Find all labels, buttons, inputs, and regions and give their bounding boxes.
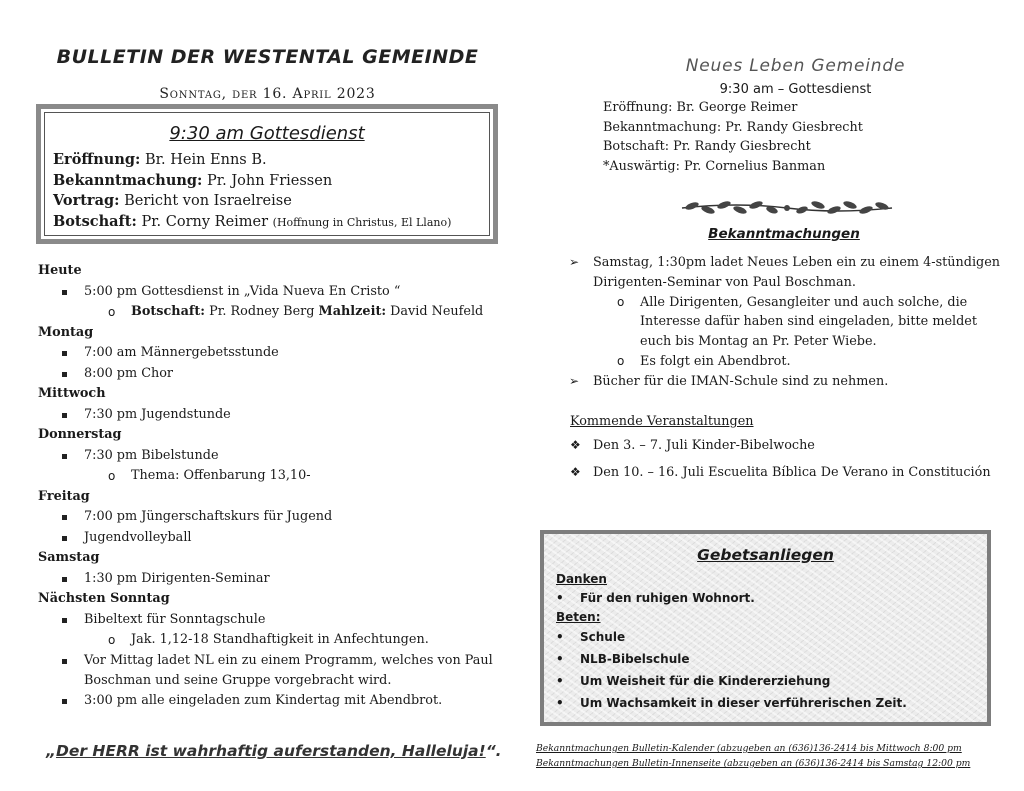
pray-heading: Beten:	[556, 610, 601, 624]
prayer-item: • Für den ruhigen Wohnort.	[556, 588, 987, 608]
role-line: Bekanntmachung: Pr. Randy Giesbrecht	[603, 119, 863, 135]
prayer-item: • Schule	[556, 626, 987, 648]
schedule-item: 1:30 pm Dirigenten-Seminar	[38, 569, 508, 590]
upcoming-event: ❖ Den 10. – 16. Juli Escuelita Bíblica De Verano in Constitución	[570, 459, 991, 486]
prayer-requests-box	[540, 530, 991, 726]
day-heading-freitag: Freitag	[38, 488, 90, 504]
day-heading-donnerstag: Donnerstag	[38, 427, 122, 442]
service-row-message: Botschaft: Pr. Corny Reimer (Hoffnung in Christus, El Llano)	[53, 212, 452, 230]
schedule-item: 7:00 pm Jüngerschaftskurs für Jugend	[38, 507, 508, 528]
schedule-subitem: o Jak. 1,12-18 Standhaftigkeit in Anfechtungen.	[38, 630, 508, 651]
announcements-list	[569, 253, 1004, 392]
schedule-subitem: o Botschaft: Pr. Rodney Berg Mahlzeit: David Neufeld	[38, 302, 508, 323]
schedule-item: 3:00 pm alle eingeladen zum Kindertag mit Abendbrot.	[38, 691, 508, 712]
schedule-item: 7:00 am Männergebetsstunde	[38, 343, 508, 364]
prayer-title: Gebetsanliegen	[697, 546, 834, 564]
service-box	[36, 104, 498, 244]
announcement-subitem: o Es folgt ein Abendbrot.	[569, 352, 1004, 372]
footer-line: Bekanntmachungen Bulletin-Kalender (abzugeben an (636)136-2414 bis Mittwoch 8:00 pm	[536, 743, 962, 754]
footer-notes	[536, 741, 970, 771]
announcement-item: ➢ Bücher für die IMAN-Schule sind zu nehmen.	[569, 372, 1004, 392]
schedule-item: 8:00 pm Chor	[38, 364, 508, 385]
thanks-heading: Danken	[556, 572, 607, 586]
prayer-item: • Um Weisheit für die Kindererziehung	[556, 670, 987, 692]
upcoming-events-heading: Kommende Veranstaltungen	[570, 414, 754, 429]
announcements-title: Bekanntmachungen	[708, 226, 860, 242]
bulletin-date: Sonntag, der 16. April 2023	[159, 86, 376, 102]
announcement-item: ➢ Samstag, 1:30pm ladet Neues Leben ein zu einem 4-stündigen Dirigenten-Seminar von Paul Boschman.	[569, 253, 1004, 293]
schedule-item: 7:30 pm Jugendstunde	[38, 405, 508, 426]
prayer-item: • NLB-Bibelschule	[556, 648, 987, 670]
service-roles	[603, 98, 863, 176]
church-title: Neues Leben Gemeinde	[685, 56, 906, 76]
schedule-item: Jugendvolleyball	[38, 528, 508, 549]
day-heading-samstag: Samstag	[38, 550, 100, 565]
service-row-lecture: Vortrag: Bericht von Israelreise	[53, 192, 292, 209]
weekly-schedule	[38, 261, 508, 711]
footer-line: Bekanntmachungen Bulletin-Innenseite (abzugeben an (636)136-2414 bis Samstag 12:00 pm	[536, 758, 971, 769]
service-row-announcement: Bekanntmachung: Pr. John Friessen	[53, 171, 333, 189]
role-line: *Auswärtig: Pr. Cornelius Banman	[603, 158, 826, 174]
role-line: Botschaft: Pr. Randy Giesbrecht	[603, 139, 811, 154]
schedule-item: 5:00 pm Gottesdienst in „Vida Nueva En Cristo “	[38, 282, 508, 303]
upcoming-event: ❖ Den 3. – 7. Juli Kinder-Bibelwoche	[570, 432, 991, 459]
day-heading-heute: Heute	[38, 263, 82, 278]
service-row-opening: Eröffnung: Br. Hein Enns B.	[53, 151, 267, 168]
day-heading-mittwoch: Mittwoch	[38, 386, 106, 401]
schedule-item: Vor Mittag ladet NL ein zu einem Programm, welches von Paul Boschman und seine Gruppe vorgebracht wird.	[38, 651, 508, 691]
schedule-item: Bibeltext für Sonntagschule	[38, 610, 508, 631]
schedule-item: 7:30 pm Bibelstunde	[38, 446, 508, 467]
schedule-subitem: o Thema: Offenbarung 13,10-	[38, 466, 508, 487]
role-line: Eröffnung: Br. George Reimer	[603, 100, 798, 115]
easter-quote: „Der HERR ist wahrhaftig auferstanden, Halleluja!“.	[46, 742, 502, 760]
bulletin-title: BULLETIN DER WESTENTAL GEMEINDE	[56, 46, 479, 68]
day-heading-montag: Montag	[38, 324, 94, 340]
upcoming-events-list	[570, 432, 991, 486]
day-heading-naechsten-sonntag: Nächsten Sonntag	[38, 591, 170, 606]
announcement-subitem: o Alle Dirigenten, Gesangleiter und auch solche, die Interesse dafür haben sind eingeladen, bitte meldet euch bis Montag an Pr. Peter Wiebe.	[569, 293, 1004, 352]
vine-ornament-icon	[678, 200, 896, 216]
service-box-title: 9:30 am Gottesdienst	[169, 123, 365, 144]
service-time: 9:30 am – Gottesdienst	[719, 82, 872, 97]
prayer-item: • Um Wachsamkeit in dieser verführerischen Zeit.	[556, 692, 987, 714]
